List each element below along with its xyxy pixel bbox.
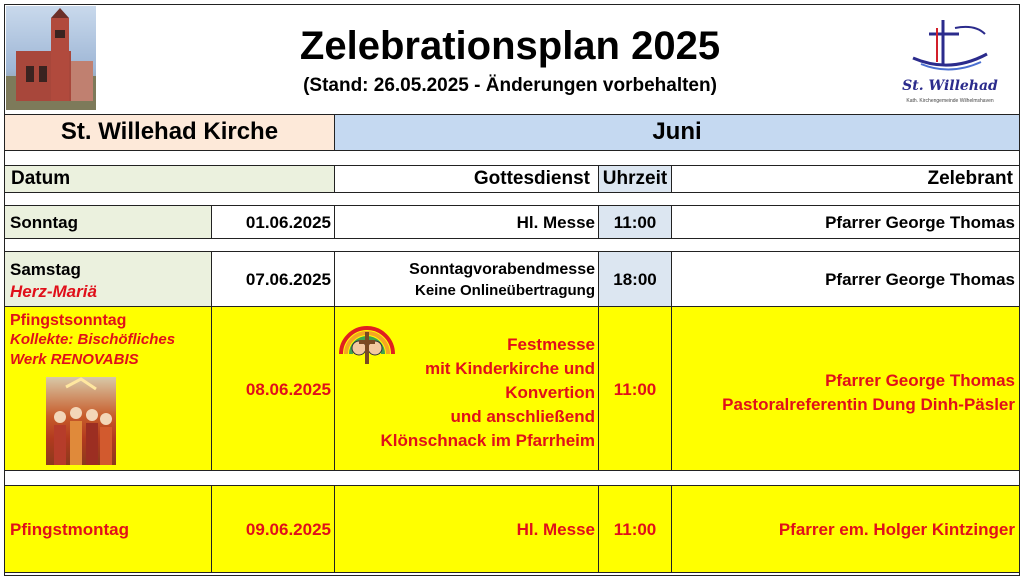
- table-row-service-note: Keine Onlineübertragung: [414, 282, 595, 299]
- table-row-service-cell: [334, 251, 599, 307]
- table-row-day: Pfingstsonntag: [10, 312, 127, 329]
- logo-subtext: Kath. Kirchengemeinde Wilhelmshaven: [906, 98, 994, 104]
- page-title: Zelebrationsplan 2025: [299, 24, 721, 68]
- service-line: mit Kinderkirche und: [424, 359, 595, 378]
- service-line: Festmesse: [507, 335, 595, 354]
- spacer-row: [4, 470, 1020, 486]
- table-row-day-cell: [4, 306, 212, 471]
- table-row-time: 11:00: [598, 485, 672, 573]
- parish-logo: [895, 14, 1005, 112]
- table-row-time: 11:00: [598, 205, 672, 239]
- pentecost-image: [46, 377, 116, 465]
- month-name: Juni: [334, 114, 1020, 151]
- table-row-celebrant: Pfarrer George Thomas: [671, 205, 1020, 239]
- table-row-celebrant-cell: [671, 306, 1020, 471]
- page-subtitle: (Stand: 26.05.2025 - Änderungen vorbehalten): [303, 75, 717, 96]
- table-row-date: 09.06.2025: [211, 485, 335, 573]
- spacer-row: [4, 150, 1020, 166]
- table-row-service: Hl. Messe: [334, 205, 599, 239]
- church-name: St. Willehad Kirche: [4, 114, 335, 151]
- service-line: Konvertion: [505, 383, 595, 402]
- celebrant-line: Pastoralreferentin Dung Dinh-Päsler: [722, 395, 1015, 414]
- spacer-row: [4, 192, 1020, 206]
- table-row-note: Herz-Mariä: [10, 282, 97, 301]
- table-row-day-cell: [4, 251, 212, 307]
- celebrant-line: Pfarrer George Thomas: [825, 371, 1015, 390]
- table-row-date: 07.06.2025: [211, 251, 335, 307]
- service-line: und anschließend: [450, 407, 595, 426]
- table-row-date: 01.06.2025: [211, 205, 335, 239]
- col-header-zelebrant: Zelebrant: [671, 165, 1020, 193]
- table-row-day: Pfingstmontag: [4, 485, 212, 573]
- table-row-celebrant: Pfarrer George Thomas: [671, 251, 1020, 307]
- cross-ship-icon: [895, 14, 1005, 74]
- table-row-day: Samstag: [10, 260, 81, 279]
- table-row-time: 18:00: [598, 251, 672, 307]
- table-row-date: 08.06.2025: [211, 306, 335, 471]
- table-row-celebrant: Pfarrer em. Holger Kintzinger: [671, 485, 1020, 573]
- spacer-row: [4, 238, 1020, 252]
- col-header-datum: Datum: [4, 165, 335, 193]
- logo-text: St. Willehad: [902, 78, 998, 94]
- service-line: Klönschnack im Pfarrheim: [380, 431, 595, 450]
- table-row-time: 11:00: [598, 306, 672, 471]
- table-row-service: Hl. Messe: [334, 485, 599, 573]
- church-photo: [6, 6, 96, 110]
- table-row-service: Sonntagvorabendmesse: [409, 261, 595, 278]
- table-row-note: Kollekte: Bischöfliches Werk RENOVABIS: [10, 331, 176, 368]
- col-header-uhrzeit: Uhrzeit: [598, 165, 672, 193]
- kinderkirche-logo: [337, 310, 397, 372]
- table-row-service-cell: [334, 306, 599, 471]
- col-header-gottesdienst: Gottesdienst: [334, 165, 599, 193]
- table-row-day: Sonntag: [4, 205, 212, 239]
